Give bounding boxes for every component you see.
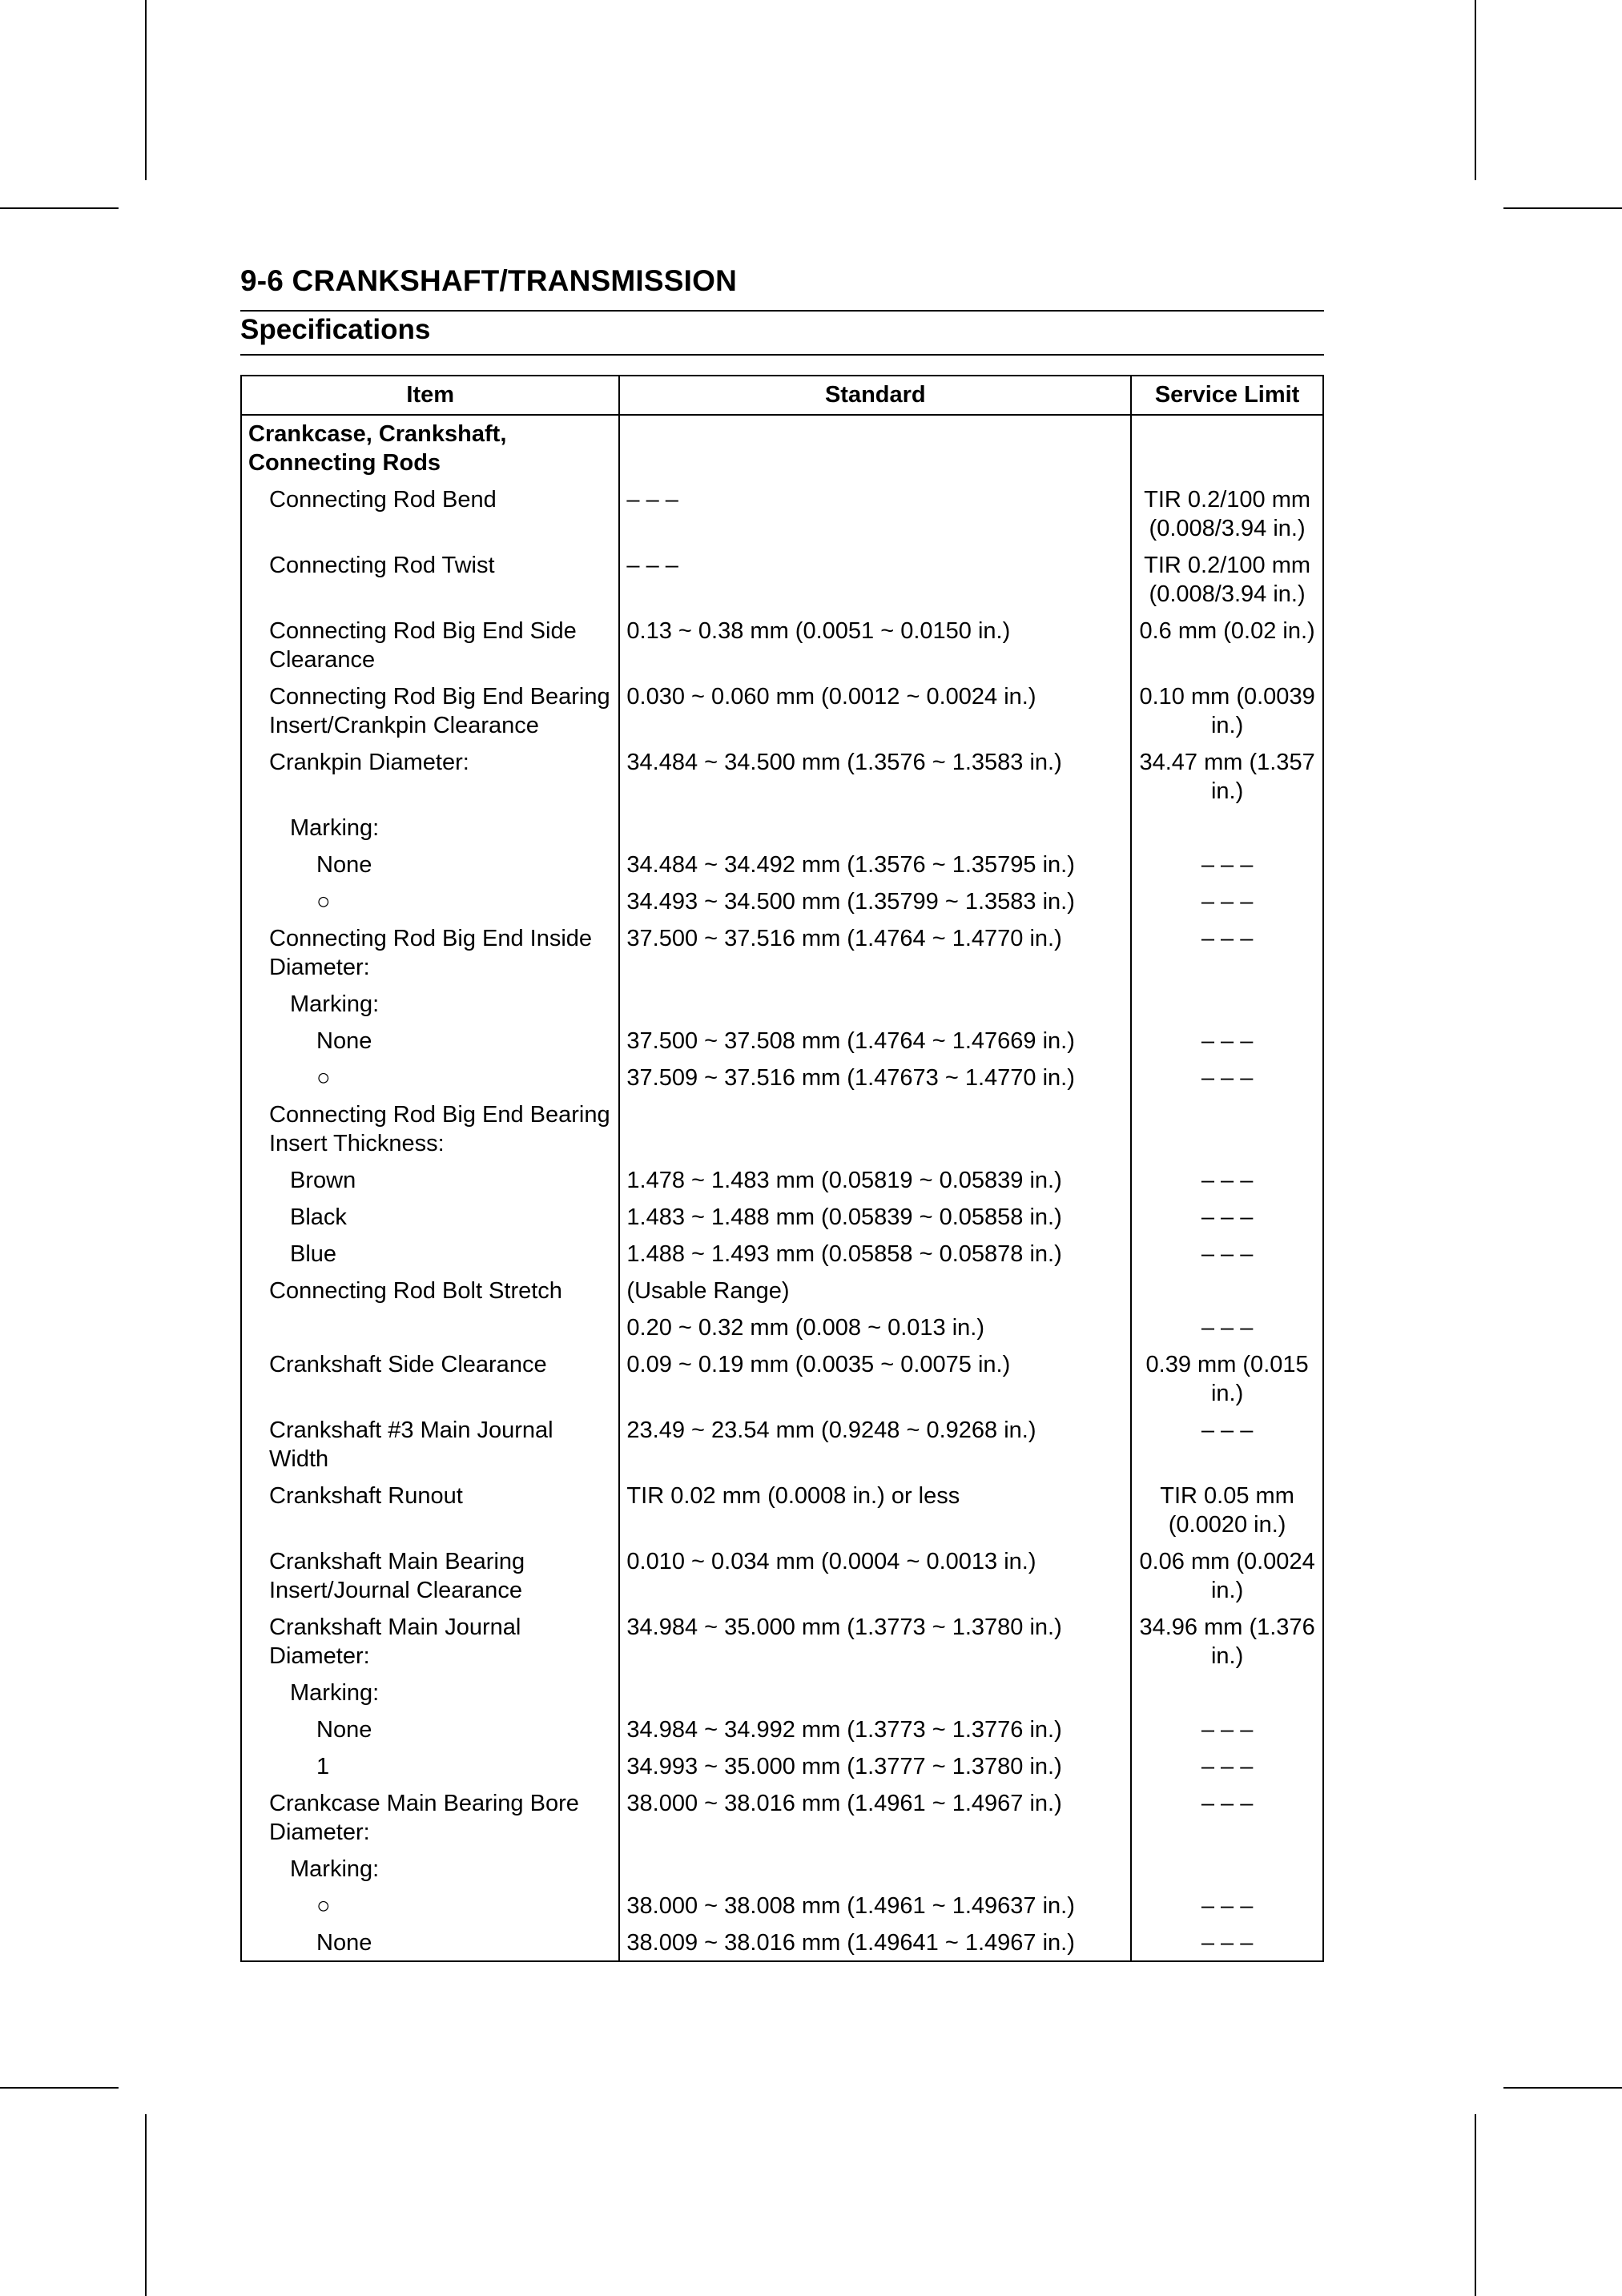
- spec-standard-cell: 34.484 ~ 34.492 mm (1.3576 ~ 1.35795 in.): [619, 846, 1131, 883]
- table-row: [241, 1236, 1323, 1273]
- spec-standard-cell: [619, 1851, 1131, 1888]
- spec-standard-cell: 23.49 ~ 23.54 mm (0.9248 ~ 0.9268 in.): [619, 1412, 1131, 1478]
- spec-limit-cell: – – –: [1131, 1162, 1323, 1199]
- spec-limit-cell: – – –: [1131, 1711, 1323, 1748]
- spec-limit-cell: – – –: [1131, 1785, 1323, 1851]
- spec-limit-cell: 0.39 mm (0.015 in.): [1131, 1346, 1323, 1412]
- spec-standard-cell: [619, 1675, 1131, 1711]
- spec-standard-cell: 38.009 ~ 38.016 mm (1.49641 ~ 1.4967 in.): [619, 1924, 1131, 1961]
- spec-limit-cell: TIR 0.05 mm (0.0020 in.): [1131, 1478, 1323, 1543]
- table-row: [241, 1309, 1323, 1346]
- spec-item-cell: [241, 1309, 619, 1346]
- spec-standard-cell: 0.20 ~ 0.32 mm (0.008 ~ 0.013 in.): [619, 1309, 1131, 1346]
- spec-limit-cell: TIR 0.2/100 mm (0.008/3.94 in.): [1131, 547, 1323, 613]
- table-row: [241, 986, 1323, 1023]
- table-row: [241, 415, 1323, 481]
- spec-standard-cell: 0.13 ~ 0.38 mm (0.0051 ~ 0.0150 in.): [619, 613, 1131, 678]
- table-row: [241, 1888, 1323, 1924]
- table-row: [241, 1162, 1323, 1199]
- spec-limit-cell: – – –: [1131, 920, 1323, 986]
- table-row: [241, 1060, 1323, 1096]
- spec-item-cell: Crankshaft #3 Main Journal Width: [241, 1412, 619, 1478]
- column-header-item: Item: [241, 376, 619, 415]
- spec-item-cell: Marking:: [241, 810, 619, 846]
- spec-standard-cell: 1.488 ~ 1.493 mm (0.05858 ~ 0.05878 in.): [619, 1236, 1131, 1273]
- spec-item-cell: None: [241, 1924, 619, 1961]
- table-body: [241, 415, 1323, 1961]
- spec-limit-cell: – – –: [1131, 1060, 1323, 1096]
- specifications-table: [240, 375, 1324, 1962]
- column-header-service-limit: Service Limit: [1131, 376, 1323, 415]
- table-row: [241, 678, 1323, 744]
- table-row: [241, 1273, 1323, 1309]
- table-row: [241, 1924, 1323, 1961]
- spec-item-cell: 1: [241, 1748, 619, 1785]
- spec-limit-cell: – – –: [1131, 883, 1323, 920]
- table-row: [241, 1346, 1323, 1412]
- spec-item-cell: Crankshaft Runout: [241, 1478, 619, 1543]
- spec-item-cell: Connecting Rod Big End Side Clearance: [241, 613, 619, 678]
- table-row: [241, 1675, 1323, 1711]
- spec-item-cell: Crankshaft Main Journal Diameter:: [241, 1609, 619, 1675]
- spec-item-cell: Connecting Rod Bolt Stretch: [241, 1273, 619, 1309]
- spec-standard-cell: 1.483 ~ 1.488 mm (0.05839 ~ 0.05858 in.): [619, 1199, 1131, 1236]
- spec-item-cell: Connecting Rod Big End Bearing Insert/Crankpin Clearance: [241, 678, 619, 744]
- table-row: [241, 846, 1323, 883]
- spec-limit-cell: [1131, 1675, 1323, 1711]
- spec-standard-cell: – – –: [619, 547, 1131, 613]
- spec-item-cell: Blue: [241, 1236, 619, 1273]
- table-row: [241, 1748, 1323, 1785]
- spec-limit-cell: – – –: [1131, 1412, 1323, 1478]
- spec-limit-cell: – – –: [1131, 1199, 1323, 1236]
- crop-mark: [1475, 0, 1476, 180]
- spec-item-cell: Crankshaft Main Bearing Insert/Journal Clearance: [241, 1543, 619, 1609]
- spec-limit-cell: [1131, 986, 1323, 1023]
- spec-limit-cell: [1131, 810, 1323, 846]
- spec-standard-cell: 34.984 ~ 34.992 mm (1.3773 ~ 1.3776 in.): [619, 1711, 1131, 1748]
- spec-standard-cell: TIR 0.02 mm (0.0008 in.) or less: [619, 1478, 1131, 1543]
- crop-mark: [1503, 2087, 1622, 2089]
- spec-item-cell: ○: [241, 1888, 619, 1924]
- spec-limit-cell: 0.10 mm (0.0039 in.): [1131, 678, 1323, 744]
- table-row: [241, 1096, 1323, 1162]
- spec-item-cell: Crankpin Diameter:: [241, 744, 619, 810]
- column-header-standard: Standard: [619, 376, 1131, 415]
- spec-standard-cell: 37.500 ~ 37.516 mm (1.4764 ~ 1.4770 in.): [619, 920, 1131, 986]
- spec-limit-cell: [1131, 415, 1323, 481]
- spec-standard-cell: 1.478 ~ 1.483 mm (0.05819 ~ 0.05839 in.): [619, 1162, 1131, 1199]
- page-header-title: 9-6 CRANKSHAFT/TRANSMISSION: [240, 264, 738, 297]
- spec-limit-cell: – – –: [1131, 1748, 1323, 1785]
- table-row: [241, 920, 1323, 986]
- spec-item-cell: None: [241, 846, 619, 883]
- section-title: Specifications: [240, 314, 431, 345]
- crop-mark: [145, 0, 147, 180]
- spec-limit-cell: – – –: [1131, 846, 1323, 883]
- spec-standard-cell: 0.030 ~ 0.060 mm (0.0012 ~ 0.0024 in.): [619, 678, 1131, 744]
- spec-standard-cell: – – –: [619, 481, 1131, 547]
- spec-item-cell: None: [241, 1711, 619, 1748]
- spec-standard-cell: 34.993 ~ 35.000 mm (1.3777 ~ 1.3780 in.): [619, 1748, 1131, 1785]
- table-row: [241, 481, 1323, 547]
- table-row: [241, 1711, 1323, 1748]
- spec-item-cell: ○: [241, 1060, 619, 1096]
- spec-standard-cell: 0.09 ~ 0.19 mm (0.0035 ~ 0.0075 in.): [619, 1346, 1131, 1412]
- spec-item-cell: Brown: [241, 1162, 619, 1199]
- spec-standard-cell: 0.010 ~ 0.034 mm (0.0004 ~ 0.0013 in.): [619, 1543, 1131, 1609]
- spec-standard-cell: 34.984 ~ 35.000 mm (1.3773 ~ 1.3780 in.): [619, 1609, 1131, 1675]
- spec-item-cell: Connecting Rod Bend: [241, 481, 619, 547]
- spec-standard-cell: 34.493 ~ 34.500 mm (1.35799 ~ 1.3583 in.): [619, 883, 1131, 920]
- table-row: [241, 1543, 1323, 1609]
- spec-limit-cell: – – –: [1131, 1924, 1323, 1961]
- table-header-row: [241, 376, 1323, 415]
- spec-item-cell: Marking:: [241, 986, 619, 1023]
- spec-standard-cell: 38.000 ~ 38.016 mm (1.4961 ~ 1.4967 in.): [619, 1785, 1131, 1851]
- spec-item-cell: None: [241, 1023, 619, 1060]
- spec-standard-cell: 34.484 ~ 34.500 mm (1.3576 ~ 1.3583 in.): [619, 744, 1131, 810]
- spec-standard-cell: 37.500 ~ 37.508 mm (1.4764 ~ 1.47669 in.): [619, 1023, 1131, 1060]
- spec-standard-cell: 37.509 ~ 37.516 mm (1.47673 ~ 1.4770 in.): [619, 1060, 1131, 1096]
- spec-limit-cell: [1131, 1096, 1323, 1162]
- crop-mark: [0, 2087, 119, 2089]
- table-row: [241, 1785, 1323, 1851]
- spec-limit-cell: – – –: [1131, 1023, 1323, 1060]
- table-row: [241, 1023, 1323, 1060]
- spec-limit-cell: 0.6 mm (0.02 in.): [1131, 613, 1323, 678]
- spec-item-cell: Marking:: [241, 1675, 619, 1711]
- spec-item-cell: ○: [241, 883, 619, 920]
- spec-item-cell: Marking:: [241, 1851, 619, 1888]
- spec-item-cell: Black: [241, 1199, 619, 1236]
- spec-limit-cell: – – –: [1131, 1888, 1323, 1924]
- spec-item-cell: Crankcase Main Bearing Bore Diameter:: [241, 1785, 619, 1851]
- spec-item-cell: Crankshaft Side Clearance: [241, 1346, 619, 1412]
- crop-mark: [1475, 2114, 1476, 2296]
- spec-standard-cell: 38.000 ~ 38.008 mm (1.4961 ~ 1.49637 in.): [619, 1888, 1131, 1924]
- spec-standard-cell: [619, 415, 1131, 481]
- spec-limit-cell: – – –: [1131, 1309, 1323, 1346]
- spec-limit-cell: [1131, 1273, 1323, 1309]
- table-row: [241, 883, 1323, 920]
- table-row: [241, 1851, 1323, 1888]
- spec-limit-cell: 34.47 mm (1.357 in.): [1131, 744, 1323, 810]
- spec-standard-cell: [619, 1096, 1131, 1162]
- table-row: [241, 613, 1323, 678]
- spec-standard-cell: (Usable Range): [619, 1273, 1131, 1309]
- spec-limit-cell: – – –: [1131, 1236, 1323, 1273]
- spec-limit-cell: 0.06 mm (0.0024 in.): [1131, 1543, 1323, 1609]
- table-row: [241, 1412, 1323, 1478]
- spec-standard-cell: [619, 986, 1131, 1023]
- table-row: [241, 1609, 1323, 1675]
- spec-limit-cell: TIR 0.2/100 mm (0.008/3.94 in.): [1131, 481, 1323, 547]
- spec-limit-cell: [1131, 1851, 1323, 1888]
- header-rule: [240, 310, 1324, 312]
- table-row: [241, 547, 1323, 613]
- spec-item-cell: Connecting Rod Twist: [241, 547, 619, 613]
- crop-mark: [1503, 207, 1622, 209]
- spec-standard-cell: [619, 810, 1131, 846]
- crop-mark: [145, 2114, 147, 2296]
- spec-item-cell: Connecting Rod Big End Inside Diameter:: [241, 920, 619, 986]
- table-row: [241, 1199, 1323, 1236]
- crop-mark: [0, 207, 119, 209]
- table-row: [241, 810, 1323, 846]
- section-rule: [240, 354, 1324, 356]
- spec-limit-cell: 34.96 mm (1.376 in.): [1131, 1609, 1323, 1675]
- spec-item-cell: Crankcase, Crankshaft, Connecting Rods: [241, 415, 619, 481]
- spec-item-cell: Connecting Rod Big End Bearing Insert Thickness:: [241, 1096, 619, 1162]
- table-row: [241, 1478, 1323, 1543]
- table-row: [241, 744, 1323, 810]
